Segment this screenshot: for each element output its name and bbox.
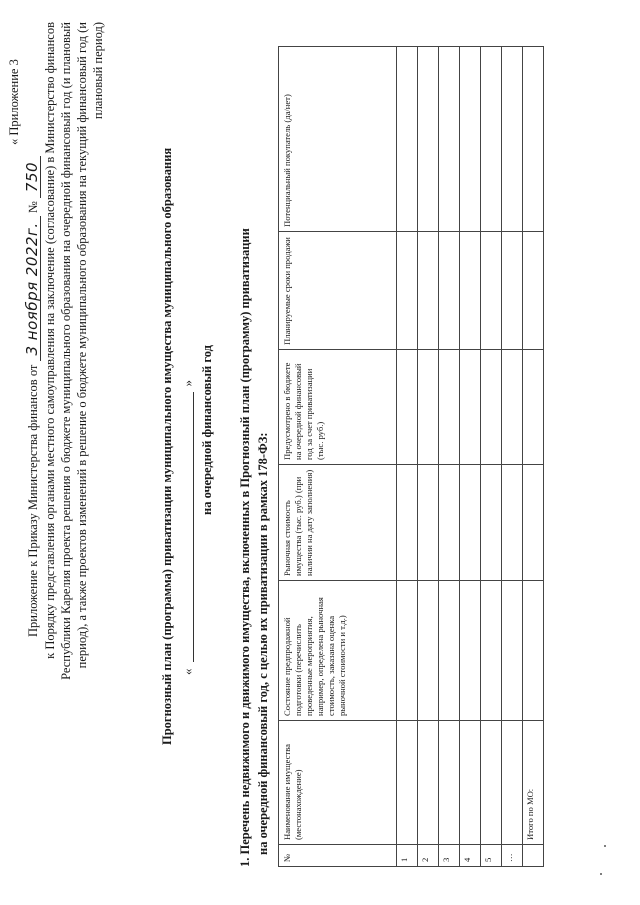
table-cell	[397, 232, 418, 350]
table-cell	[502, 232, 523, 350]
order-number-handwritten: 750	[24, 156, 41, 198]
table-cell	[397, 581, 418, 721]
column-header: Планируемые сроки продажи	[279, 232, 397, 350]
table-cell	[502, 581, 523, 721]
order-reference	[24, 156, 41, 637]
procedure-text	[42, 22, 106, 680]
column-header: №	[279, 845, 397, 867]
section1-heading-line2: на очередной финансовый год, с целью их приватизации в рамках 178-ФЗ:	[256, 432, 270, 855]
table-cell	[397, 47, 418, 232]
table-cell	[481, 232, 502, 350]
table-cell	[481, 350, 502, 465]
column-header: Состояние предпродажной подготовки (перечислить проведенные мероприятия, например, определена рыночная стоимость, заказана оценка рыночной стоимости и т.д.)	[279, 581, 397, 721]
table-cell: 3	[439, 845, 460, 867]
table-cell	[397, 465, 418, 581]
table-cell	[418, 581, 439, 721]
table-cell	[502, 721, 523, 845]
order-date-handwritten: 3 ноября 2022г.	[24, 216, 41, 361]
plan-title-line1: Прогнозный план (программа) приватизации муниципального имущества муниципального образования	[160, 147, 174, 745]
table-cell	[418, 721, 439, 845]
table-cell	[460, 350, 481, 465]
table-cell	[481, 581, 502, 721]
table-cell	[460, 581, 481, 721]
table-total-row	[523, 47, 544, 867]
order-reference-prefix: Приложение к Приказу Министерства финансов от	[26, 364, 40, 637]
table-cell	[502, 350, 523, 465]
table-cell	[481, 721, 502, 845]
table-cell: …	[502, 845, 523, 867]
table-row	[481, 47, 502, 867]
table-cell: 5	[481, 845, 502, 867]
table-cell	[481, 47, 502, 232]
municipality-name-blank	[193, 393, 194, 663]
procedure-line: Республики Карелия проекта решения о бюджете муниципального образования на очередной финансовый год (и плановый	[59, 22, 73, 680]
scan-speck	[604, 845, 606, 847]
total-label: Итого по МО:	[523, 721, 544, 845]
table-cell	[481, 465, 502, 581]
table-cell	[460, 465, 481, 581]
open-quote: «	[180, 668, 195, 675]
plan-title-line2: на очередной финансовый год	[200, 345, 214, 515]
table-cell	[502, 47, 523, 232]
procedure-line: к Порядку представления органами местного самоуправления на заключение (согласование) в Министерство финансов	[43, 22, 57, 659]
table-cell	[460, 47, 481, 232]
table-cell	[418, 350, 439, 465]
table-row	[418, 47, 439, 867]
close-quote: »	[180, 380, 195, 387]
table-cell	[439, 232, 460, 350]
privatization-table	[278, 46, 544, 867]
table-cell	[439, 581, 460, 721]
table-cell	[523, 232, 544, 350]
section1-heading-line1: 1. Перечень недвижимого и движимого имущества, включенных в Прогнозный план (программу) приватизации	[238, 228, 252, 867]
table-header-row	[279, 47, 397, 867]
column-header: Предусмотрено в бюджете на очередной финансовый год за счет приватизации (тыс. руб.)	[279, 350, 397, 465]
column-header: Потенциальный покупатель (да/нет)	[279, 47, 397, 232]
table-cell	[502, 465, 523, 581]
column-header: Рыночная стоимость имущества (тыс. руб.) (при наличии на дату заполнения)	[279, 465, 397, 581]
table-cell	[418, 465, 439, 581]
column-header: Наименование имущества (местонахождение)	[279, 721, 397, 845]
table-cell: 2	[418, 845, 439, 867]
procedure-line: плановый период)	[91, 22, 105, 120]
table-cell	[397, 350, 418, 465]
table-row	[439, 47, 460, 867]
table-cell	[523, 465, 544, 581]
table-row	[502, 47, 523, 867]
procedure-line: период), а также проектов изменений в решение о бюджете муниципального образования на текущий финансовый год (и	[75, 22, 89, 669]
table-cell	[439, 721, 460, 845]
table-cell	[418, 232, 439, 350]
table-cell	[439, 350, 460, 465]
appendix-label: « Приложение 3	[7, 59, 21, 145]
table-cell	[523, 47, 544, 232]
table-cell	[460, 721, 481, 845]
table-cell	[523, 845, 544, 867]
table-cell: 1	[397, 845, 418, 867]
plan-title-municipality-blank	[180, 380, 196, 675]
table-cell	[460, 232, 481, 350]
table-cell	[523, 581, 544, 721]
order-number-prefix: №	[26, 201, 40, 214]
table-cell	[523, 350, 544, 465]
table-cell	[439, 465, 460, 581]
table-cell	[418, 47, 439, 232]
table-row	[460, 47, 481, 867]
table-row	[397, 47, 418, 867]
scan-speck	[600, 873, 602, 875]
table-cell	[439, 47, 460, 232]
table-cell: 4	[460, 845, 481, 867]
table-cell	[397, 721, 418, 845]
